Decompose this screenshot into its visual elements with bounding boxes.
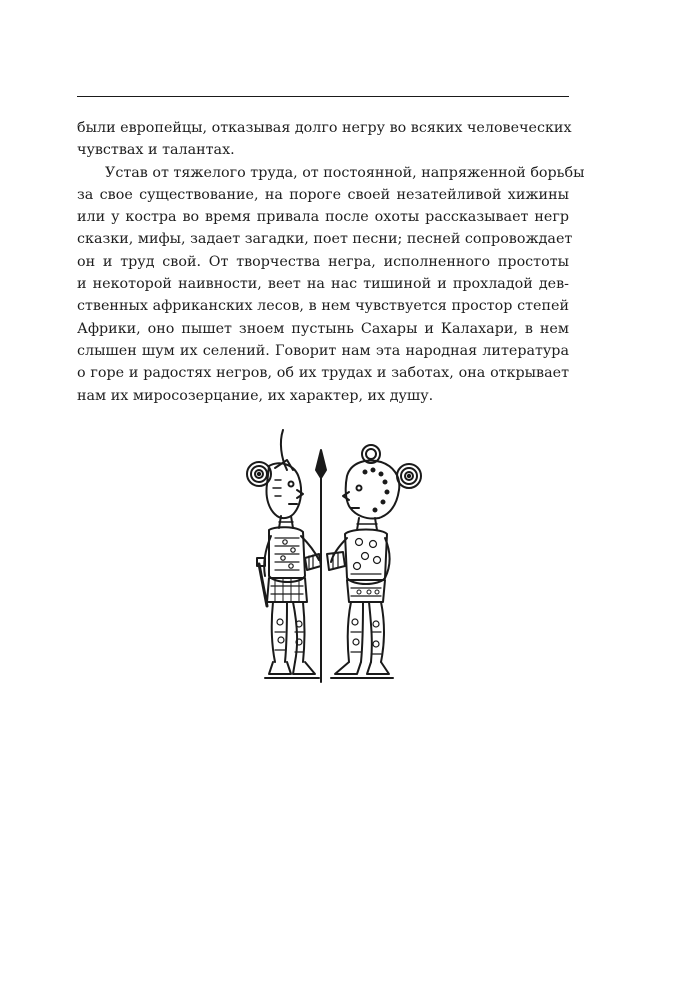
text-line: Устав от тяжелого труда, от постоянной, напряженной борьбы bbox=[105, 164, 585, 181]
text-line: ственных африканских лесов, в нем чувствуется простор степей bbox=[77, 298, 569, 315]
paragraph-2 bbox=[77, 162, 585, 407]
carved-figures-with-spear-icon bbox=[235, 426, 435, 686]
right-figure-icon bbox=[327, 445, 421, 678]
text-line: сказки, мифы, задает загадки, поет песни; песней сопровождает bbox=[77, 231, 573, 248]
text-line: слышен шум их селений. Говорит нам эта народная литература bbox=[77, 342, 569, 359]
header-rule bbox=[77, 96, 569, 97]
body-text bbox=[77, 117, 585, 407]
text-line: он и труд свой. От творчества негра, исполненного простоты bbox=[77, 253, 569, 270]
left-figure-icon bbox=[247, 430, 321, 678]
text-line: и некоторой наивности, веет на нас тишиной и прохладой дев- bbox=[77, 276, 569, 293]
paragraph-1 bbox=[77, 117, 572, 162]
text-line: или у костра во время привала после охоты рассказывает негр bbox=[77, 209, 569, 226]
text-line: нам их миросозерцание, их характер, их душу. bbox=[77, 387, 434, 404]
text-line: чувствах и талантах. bbox=[77, 142, 235, 159]
text-line: Африки, оно пышет зноем пустынь Сахары и Калахари, в нем bbox=[77, 320, 569, 337]
text-line: за свое существование, на пороге своей незатейливой хижины bbox=[77, 186, 569, 203]
text-line: были европейцы, отказывая долго негру во всяких человеческих bbox=[77, 120, 572, 136]
text-line: о горе и радостях негров, об их трудах и заботах, она открывает bbox=[77, 365, 569, 382]
